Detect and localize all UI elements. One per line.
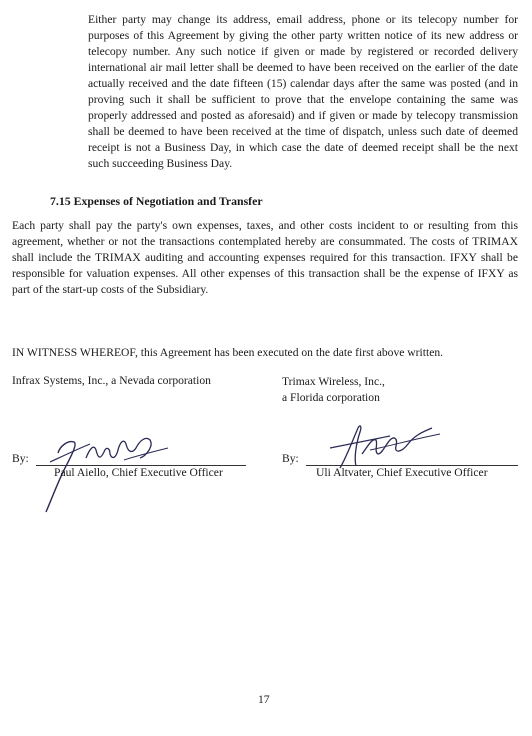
by-label-left: By: (12, 452, 29, 465)
expenses-paragraph: Each party shall pay the party's own expenses, taxes, and other costs incident to or resulting from this agreement, whether or not the transactions contemplated hereby are consummated. The costs of TRIMAX shall include the TRIMAX auditing and accounting expenses required for this transaction. IFXY shall be responsible for valuation expenses. All other expenses of this transaction shall be the expense of IFXY as part of the start-up costs of the Subsidiary. (12, 219, 518, 296)
by-label-right: By: (282, 452, 299, 465)
signer-right-name: Uli Altvater, Chief Executive Officer (316, 466, 488, 479)
witness-clause: IN WITNESS WHEREOF, this Agreement has been executed on the date first above written. (12, 346, 444, 359)
party-right-name-line2: a Florida corporation (282, 391, 380, 404)
party-left-name: Infrax Systems, Inc., a Nevada corporation (12, 374, 211, 387)
section-heading: 7.15 Expenses of Negotiation and Transfer (50, 194, 263, 208)
party-right-name-line1: Trimax Wireless, Inc., (282, 375, 385, 388)
page-number: 17 (258, 693, 270, 706)
signer-left-name: Paul Aiello, Chief Executive Officer (54, 466, 223, 479)
party-right-name (282, 374, 385, 406)
notice-paragraph: Either party may change its address, email address, phone or its telecopy number for purposes of this Agreement by giving the other party written notice of its new address or telecopy number. Any such notice if given or made by registered or recorded delivery international air mail letter shall be deemed to have been received on the earlier of the date actually received and the date fifteen (15) calendar days after the same was posted (and in proving such it shall be sufficient to prove that the envelope containing the same was properly addressed and posted as aforesaid) and if given or made by telecopy transmission shall be deemed to have been received at the time of dispatch, unless such date of deemed receipt is not a Business Day, in which case the date of deemed receipt shall be the next such succeeding Business Day. (88, 13, 518, 170)
